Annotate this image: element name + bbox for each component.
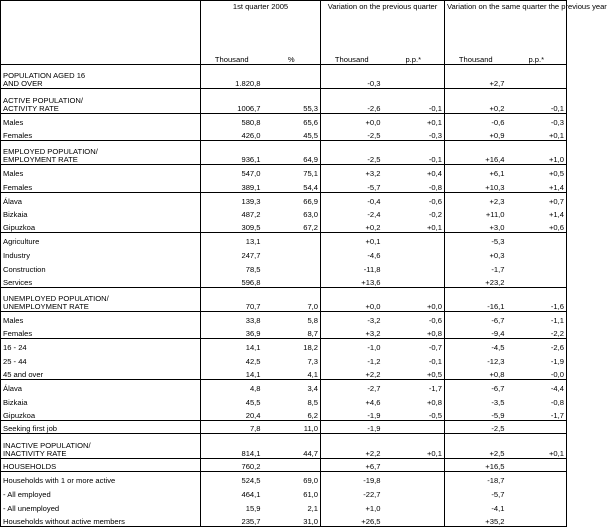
row-label-line: HOUSEHOLDS: [3, 462, 57, 472]
value-cell: +3,2: [321, 165, 383, 179]
value-cell: [507, 485, 567, 499]
row-label-line: Females: [3, 130, 33, 140]
value-cell: -2,6: [507, 339, 567, 353]
row-label: [1, 64, 201, 88]
value-cell: 14,1: [201, 339, 263, 353]
value-cell: 75,1: [263, 165, 321, 179]
row-label-line: Gipuzkoa: [3, 410, 36, 420]
value-cell: 31,0: [263, 513, 321, 527]
header-unit-thousand: Thousand: [334, 54, 369, 64]
table-row: [1, 352, 567, 366]
row-label-line: 45 and over: [3, 369, 44, 379]
value-cell: -0,6: [445, 113, 507, 127]
row-label-line: EMPLOYED POPULATION/: [3, 147, 98, 157]
row-label-line: 16 - 24: [3, 343, 27, 353]
value-cell: +0,8: [383, 325, 445, 339]
table-row: [1, 89, 567, 113]
value-cell: 5,8: [263, 312, 321, 326]
value-cell: -1,0: [321, 339, 383, 353]
table-row: [1, 312, 567, 326]
table-row: [1, 325, 567, 339]
value-cell: +0,1: [383, 219, 445, 233]
value-cell: 65,6: [263, 113, 321, 127]
row-label: [1, 127, 201, 141]
value-cell: [383, 485, 445, 499]
value-cell: [383, 233, 445, 247]
value-cell: +6,7: [321, 458, 383, 472]
value-cell: 78,5: [245, 264, 261, 274]
value-cell: -0,3: [507, 113, 567, 127]
value-cell: 580,8: [201, 113, 263, 127]
value-cell: +11,0: [485, 210, 505, 220]
value-cell: +0,8: [489, 369, 505, 379]
value-cell: [263, 64, 321, 88]
value-cell: +6,1: [445, 165, 507, 179]
value-cell: 20,4: [245, 410, 261, 420]
row-label-line: Females: [3, 329, 33, 339]
value-cell: -1,1: [507, 312, 567, 326]
value-cell: [383, 260, 445, 274]
row-label: [1, 219, 201, 233]
value-cell: +0,4: [383, 165, 445, 179]
value-cell: +3,0: [489, 223, 505, 233]
value-cell: 464,1: [241, 489, 261, 499]
value-cell: +0,1: [383, 434, 445, 458]
header-unit-pp: p.p.*: [383, 51, 445, 65]
row-label-line: INACTIVITY RATE: [3, 448, 67, 458]
value-cell: -9,4: [491, 329, 505, 339]
value-cell: 33,8: [201, 312, 263, 326]
value-cell: 8,7: [263, 325, 321, 339]
row-label: [1, 274, 201, 288]
value-cell: +4,6: [365, 397, 381, 407]
value-cell: 64,9: [263, 140, 321, 164]
value-cell: 247,7: [241, 250, 261, 260]
value-cell: +0,7: [507, 192, 567, 206]
value-cell: +23,2: [485, 277, 505, 287]
table-row: [1, 420, 567, 434]
value-cell: -1,2: [367, 356, 381, 366]
value-cell: -0,7: [383, 339, 445, 353]
value-cell: -2,2: [507, 325, 567, 339]
table-row: [1, 472, 567, 486]
value-cell: -22,7: [363, 489, 381, 499]
value-cell: -0,8: [383, 178, 445, 192]
value-cell: +1,4: [507, 178, 567, 192]
table-row: [1, 434, 567, 458]
value-cell: [507, 472, 567, 486]
value-cell: [507, 420, 567, 434]
value-cell: +2,7: [445, 64, 507, 88]
row-label: [1, 312, 201, 326]
value-cell: +2,3: [445, 192, 507, 206]
value-cell: +0,5: [507, 165, 567, 179]
table-row: [1, 219, 567, 233]
value-cell: +0,1: [321, 233, 383, 247]
row-label-line: POPULATION AGED 16: [3, 71, 86, 81]
value-cell: 1006,7: [201, 89, 263, 113]
value-cell: -5,7: [367, 182, 381, 192]
header-blank-cell: [1, 1, 201, 65]
value-cell: -4,4: [507, 379, 567, 393]
value-cell: 54,4: [263, 178, 321, 192]
value-cell: 2,1: [263, 499, 321, 513]
value-cell: +0,1: [383, 113, 445, 127]
value-cell: -0,1: [383, 89, 445, 113]
value-cell: -0,2: [383, 206, 445, 220]
row-label: [1, 485, 201, 499]
row-label-line: INACTIVE POPULATION/: [3, 440, 91, 450]
value-cell: -16,1: [445, 287, 507, 311]
value-cell: -2,4: [367, 210, 381, 220]
value-cell: +35,2: [445, 513, 507, 527]
value-cell: -0,6: [383, 312, 445, 326]
value-cell: 70,7: [201, 287, 263, 311]
row-label: [1, 472, 201, 486]
value-cell: -2,6: [321, 89, 383, 113]
table-row: [1, 140, 567, 164]
row-label: [1, 407, 201, 421]
value-cell: [383, 64, 445, 88]
row-label-line: UNEMPLOYMENT RATE: [3, 302, 89, 312]
value-cell: -1,7: [507, 407, 567, 421]
row-label: [1, 513, 201, 527]
value-cell: [507, 458, 567, 472]
header-group-quarter: 1st quarter 2005: [201, 1, 321, 51]
value-cell: +1,0: [365, 503, 381, 513]
value-cell: +10,3: [485, 182, 505, 192]
table-row: [1, 485, 567, 499]
table-row: [1, 287, 567, 311]
value-cell: 45,5: [245, 397, 261, 407]
value-cell: 45,5: [263, 127, 321, 141]
row-label: [1, 113, 201, 127]
value-cell: -1,7: [491, 264, 505, 274]
value-cell: +0,8: [383, 393, 445, 407]
value-cell: +2,2: [321, 434, 383, 458]
value-cell: [507, 274, 567, 288]
row-label-line: ACTIVE POPULATION/: [3, 95, 84, 105]
value-cell: 11,0: [263, 420, 321, 434]
row-label-line: AND OVER: [3, 79, 43, 89]
value-cell: -2,5: [321, 140, 383, 164]
table-row: [1, 233, 567, 247]
row-label-line: Gipuzkoa: [3, 223, 36, 233]
value-cell: -1,7: [383, 379, 445, 393]
row-label-line: Males: [3, 316, 24, 326]
value-cell: +0,6: [507, 219, 567, 233]
value-cell: 814,1: [201, 434, 263, 458]
value-cell: 139,3: [201, 192, 263, 206]
row-label: [1, 287, 201, 311]
value-cell: [263, 246, 321, 260]
value-cell: -1,9: [507, 352, 567, 366]
value-cell: -4,5: [445, 339, 507, 353]
row-label: [1, 434, 201, 458]
value-cell: 389,1: [241, 182, 261, 192]
row-label-line: Females: [3, 182, 33, 192]
value-cell: -4,1: [491, 503, 505, 513]
row-label: [1, 352, 201, 366]
value-cell: -0,3: [383, 127, 445, 141]
row-label: [1, 379, 201, 393]
value-cell: -0,1: [383, 140, 445, 164]
value-cell: [507, 513, 567, 527]
value-cell: -0,3: [321, 64, 383, 88]
value-cell: 14,1: [245, 369, 261, 379]
value-cell: 15,9: [245, 503, 261, 513]
row-label: [1, 246, 201, 260]
value-cell: [263, 260, 321, 274]
row-label-line: - All employed: [3, 489, 51, 499]
value-cell: [263, 233, 321, 247]
value-cell: +2,2: [365, 369, 381, 379]
row-label: [1, 165, 201, 179]
value-cell: +0,1: [507, 127, 567, 141]
row-label-line: Males: [3, 169, 24, 179]
row-label-line: Álava: [3, 384, 22, 393]
row-label: [1, 89, 201, 113]
value-cell: 936,1: [201, 140, 263, 164]
value-cell: -0,8: [507, 393, 567, 407]
row-label-line: Males: [3, 117, 24, 127]
row-label: [1, 366, 201, 380]
header-unit-thousand: Thousand: [458, 54, 493, 64]
value-cell: -1,6: [507, 287, 567, 311]
row-label-line: Households with 1 or more active: [3, 476, 116, 486]
row-label-line: Álava: [3, 196, 22, 206]
value-cell: [507, 499, 567, 513]
row-label: [1, 178, 201, 192]
header-group-variation-previous-quarter: Variation on the previous quarter: [321, 1, 445, 51]
row-label-line: - All unemployed: [3, 503, 60, 513]
value-cell: -0,0: [507, 366, 567, 380]
row-label: [1, 393, 201, 407]
row-label-line: Seeking first job: [3, 424, 58, 434]
value-cell: -3,2: [321, 312, 383, 326]
row-label-line: Bizkaia: [3, 397, 28, 407]
value-cell: 487,2: [241, 210, 261, 220]
table-row: [1, 127, 567, 141]
table-row: [1, 206, 567, 220]
value-cell: [383, 472, 445, 486]
table-row: [1, 64, 567, 88]
row-label-line: Construction: [3, 264, 46, 274]
value-cell: [383, 246, 445, 260]
value-cell: 3,4: [263, 379, 321, 393]
row-label-line: 25 - 44: [3, 356, 27, 366]
row-label-line: EMPLOYMENT RATE: [3, 155, 78, 165]
value-cell: +0,3: [489, 250, 505, 260]
value-cell: -0,1: [507, 89, 567, 113]
value-cell: 44,7: [263, 434, 321, 458]
value-cell: [383, 499, 445, 513]
value-cell: [507, 233, 567, 247]
value-cell: +1,4: [507, 206, 567, 220]
value-cell: [507, 64, 567, 88]
value-cell: +0,2: [445, 89, 507, 113]
value-cell: +0,5: [383, 366, 445, 380]
value-cell: [507, 246, 567, 260]
row-label-line: Households without active members: [3, 517, 125, 526]
value-cell: -6,7: [445, 379, 507, 393]
value-cell: +0,0: [321, 113, 383, 127]
value-cell: 63,0: [263, 206, 321, 220]
value-cell: -0,6: [383, 192, 445, 206]
value-cell: 524,5: [201, 472, 263, 486]
value-cell: +0,0: [321, 287, 383, 311]
row-label: [1, 325, 201, 339]
value-cell: -0,5: [383, 407, 445, 421]
table-row: [1, 379, 567, 393]
row-label-line: Services: [3, 277, 33, 287]
table-row: [1, 165, 567, 179]
table-row: [1, 339, 567, 353]
value-cell: -3,5: [491, 397, 505, 407]
table-row: [1, 246, 567, 260]
value-cell: -1,9: [367, 410, 381, 420]
value-cell: 55,3: [263, 89, 321, 113]
value-cell: -0,4: [321, 192, 383, 206]
value-cell: +0,1: [507, 434, 567, 458]
value-cell: 309,5: [241, 223, 261, 233]
table-body: [1, 1, 607, 527]
value-cell: +16,4: [445, 140, 507, 164]
row-label: [1, 420, 201, 434]
row-label-line: UNEMPLOYED POPULATION/: [3, 294, 109, 304]
row-label: [1, 192, 201, 206]
value-cell: -2,5: [367, 130, 381, 140]
table-row: [1, 393, 567, 407]
header-row-groups: [1, 1, 567, 51]
header-unit-percent: %: [263, 51, 321, 65]
value-cell: 36,9: [245, 329, 261, 339]
value-cell: -5,9: [491, 410, 505, 420]
value-cell: 1.820,8: [201, 64, 263, 88]
row-label-line: Bizkaia: [3, 210, 28, 220]
value-cell: +16,5: [445, 458, 507, 472]
value-cell: 69,0: [263, 472, 321, 486]
value-cell: 4,1: [263, 366, 321, 380]
value-cell: 7,0: [263, 287, 321, 311]
value-cell: -12,3: [487, 356, 505, 366]
value-cell: 13,1: [201, 233, 263, 247]
row-label: [1, 140, 201, 164]
value-cell: -5,7: [491, 489, 505, 499]
table-row: [1, 274, 567, 288]
value-cell: [383, 420, 445, 434]
value-cell: [383, 274, 445, 288]
row-label: [1, 499, 201, 513]
value-cell: +1,0: [507, 140, 567, 164]
header-group-variation-previous-year: Variation on the same quarter the previous year: [445, 1, 567, 51]
value-cell: -2,7: [321, 379, 383, 393]
table-row: [1, 499, 567, 513]
value-cell: [263, 458, 321, 472]
value-cell: +3,2: [365, 329, 381, 339]
header-unit-pp: p.p.*: [507, 51, 567, 65]
header-unit-thousand: Thousand: [214, 54, 249, 64]
table-row: [1, 260, 567, 274]
table-row: [1, 366, 567, 380]
value-cell: 61,0: [263, 485, 321, 499]
row-label: [1, 206, 201, 220]
value-cell: -19,8: [321, 472, 383, 486]
value-cell: -2,5: [445, 420, 507, 434]
value-cell: 235,7: [201, 513, 263, 527]
value-cell: 66,9: [263, 192, 321, 206]
row-label-line: ACTIVITY RATE: [3, 103, 59, 113]
table-row: [1, 513, 567, 527]
value-cell: -5,3: [445, 233, 507, 247]
value-cell: 7,3: [263, 352, 321, 366]
value-cell: 18,2: [263, 339, 321, 353]
value-cell: +13,6: [361, 277, 381, 287]
value-cell: -1,9: [321, 420, 383, 434]
value-cell: +0,2: [365, 223, 381, 233]
table-row: [1, 113, 567, 127]
table-row: [1, 458, 567, 472]
value-cell: 7,8: [201, 420, 263, 434]
value-cell: 42,5: [245, 356, 261, 366]
value-cell: 67,2: [263, 219, 321, 233]
value-cell: -0,1: [383, 352, 445, 366]
value-cell: 426,0: [241, 130, 261, 140]
value-cell: 8,5: [263, 393, 321, 407]
table-row: [1, 192, 567, 206]
value-cell: -18,7: [445, 472, 507, 486]
value-cell: 4,8: [201, 379, 263, 393]
table-row: [1, 407, 567, 421]
row-label-line: Agriculture: [3, 237, 40, 247]
row-label: [1, 260, 201, 274]
value-cell: [507, 260, 567, 274]
value-cell: +0,9: [489, 130, 505, 140]
row-label: [1, 458, 201, 472]
value-cell: [383, 458, 445, 472]
row-label: [1, 339, 201, 353]
value-cell: 596,8: [241, 277, 261, 287]
row-label: [1, 233, 201, 247]
value-cell: +26,5: [321, 513, 383, 527]
row-label-line: Industry: [3, 250, 31, 260]
value-cell: -11,8: [363, 264, 381, 274]
value-cell: -6,7: [445, 312, 507, 326]
value-cell: [263, 274, 321, 288]
table-row: [1, 178, 567, 192]
value-cell: +0,0: [383, 287, 445, 311]
value-cell: +2,5: [445, 434, 507, 458]
value-cell: 6,2: [263, 407, 321, 421]
value-cell: -4,6: [367, 250, 381, 260]
value-cell: 547,0: [201, 165, 263, 179]
value-cell: [383, 513, 445, 527]
value-cell: 760,2: [201, 458, 263, 472]
